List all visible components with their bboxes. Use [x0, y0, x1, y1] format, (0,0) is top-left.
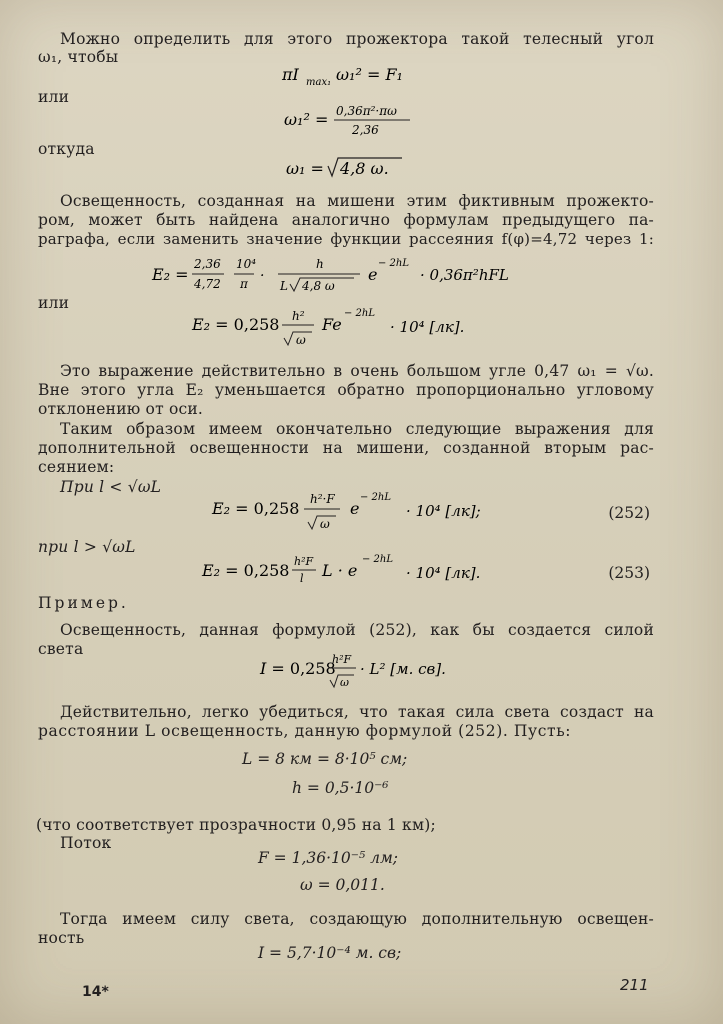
svg-text:ω: ω: [296, 333, 306, 347]
svg-text:ω₁ =: ω₁ =: [286, 159, 324, 178]
svg-text:· 10⁴ [лк].: · 10⁴ [лк].: [406, 564, 481, 582]
example-heading: Пример.: [38, 594, 129, 612]
svg-text:− 2hL: − 2hL: [362, 554, 394, 565]
svg-text:· L² [м. св].: · L² [м. св].: [360, 660, 446, 678]
svg-text:2,36: 2,36: [352, 123, 379, 137]
svg-text:πI: πI: [282, 65, 299, 84]
text-line: дополнительной освещенности на мишени, созданной вторым рас-: [38, 439, 654, 457]
svg-text:E₂ = 0,258: E₂ = 0,258: [192, 315, 280, 334]
text-line: раграфа, если заменить значение функции рассеяния f(φ)=4,72 через 1:: [38, 230, 654, 248]
equation: F = 1,36·10⁻⁵ лм;: [258, 849, 399, 867]
text-line: сеянием:: [38, 458, 115, 476]
svg-text:− 2hL: − 2hL: [344, 308, 376, 319]
signature-mark: 14*: [82, 984, 109, 1000]
text-line: ром, может быть найдена аналогично формулам предыдущего па-: [38, 211, 654, 229]
svg-text:e: e: [350, 499, 360, 518]
equation: [258, 648, 498, 696]
svg-text:ω₁² = F₁: ω₁² = F₁: [336, 65, 403, 84]
equation: ω = 0,011.: [300, 876, 385, 894]
svg-text:·: ·: [260, 268, 265, 284]
svg-text:L: L: [280, 279, 288, 293]
svg-text:0,36π²·πω: 0,36π²·πω: [336, 104, 397, 118]
svg-text:h: h: [316, 257, 324, 271]
text-line: Это выражение действительно в очень большом угле 0,47 ω₁ = √ω.: [60, 362, 654, 380]
page-number: 211: [620, 976, 649, 994]
equation: [200, 548, 520, 592]
equation-number: (252): [608, 504, 650, 522]
svg-text:e: e: [368, 265, 378, 284]
equation: [210, 484, 510, 540]
svg-text:E₂ =: E₂ =: [152, 265, 189, 284]
svg-text:h²F: h²F: [294, 555, 314, 568]
text-line: Таким образом имеем окончательно следующие выражения для: [60, 420, 654, 438]
text-line: Тогда имеем силу света, создающую дополнительную освещен-: [60, 910, 654, 928]
svg-text:10⁴: 10⁴: [236, 257, 257, 271]
svg-text:I = 0,258: I = 0,258: [260, 659, 336, 678]
equation: [280, 58, 430, 92]
svg-text:· 10⁴ [лк];: · 10⁴ [лк];: [406, 502, 481, 520]
text-line: расстоянии L освещенность, данную формулой (252). Пусть:: [38, 722, 572, 740]
text-line: ность: [38, 929, 85, 947]
svg-text:h²: h²: [292, 309, 305, 323]
svg-text:h²F: h²F: [332, 653, 352, 666]
text-line: Можно определить для этого прожектора такой телесный угол: [60, 30, 654, 48]
svg-text:π: π: [240, 277, 248, 291]
svg-text:Fe: Fe: [322, 315, 342, 334]
text-line: Поток: [60, 834, 112, 852]
svg-text:max₁: max₁: [306, 77, 332, 88]
svg-text:− 2hL: − 2hL: [360, 492, 392, 503]
equation: [282, 100, 422, 140]
svg-text:E₂ = 0,258: E₂ = 0,258: [202, 561, 290, 580]
svg-text:ω: ω: [320, 517, 330, 531]
svg-text:4,8 ω: 4,8 ω: [302, 279, 335, 293]
svg-text:ω: ω: [340, 676, 349, 689]
svg-text:4,8 ω.: 4,8 ω.: [340, 159, 389, 178]
svg-text:2,36: 2,36: [194, 257, 221, 271]
svg-text:4,72: 4,72: [194, 277, 221, 291]
svg-text:· 10⁴ [лк].: · 10⁴ [лк].: [390, 318, 465, 336]
text-line: (что соответствует прозрачности 0,95 на 1 км);: [36, 816, 436, 834]
equation-number: (253): [608, 564, 650, 582]
equation: L = 8 км = 8·10⁵ см;: [242, 750, 408, 768]
text-line: отклонению от оси.: [38, 400, 204, 418]
svg-text:L · e: L · e: [322, 561, 358, 580]
equation: I = 5,7·10⁻⁴ м. св;: [258, 944, 402, 962]
svg-text:− 2hL: − 2hL: [378, 258, 410, 269]
svg-text:· 0,36π²hFL: · 0,36π²hFL: [420, 266, 509, 284]
condition-label: при l > √ωL: [38, 538, 136, 556]
svg-text:ω₁² =: ω₁² =: [284, 110, 329, 129]
text-line: Действительно, легко убедиться, что такая сила света создаст на: [60, 703, 654, 721]
equation: [190, 302, 490, 356]
svg-text:E₂ = 0,258: E₂ = 0,258: [212, 499, 300, 518]
text-line: или: [38, 294, 70, 312]
text-line: или: [38, 88, 70, 106]
text-line: Освещенность, данная формулой (252), как бы создается силой: [60, 621, 654, 639]
svg-text:l: l: [300, 572, 304, 585]
text-line: Освещенность, созданная на мишени этим фиктивным прожекто-: [60, 192, 654, 210]
text-line: света: [38, 640, 84, 658]
equation: [284, 152, 414, 182]
text-line: откуда: [38, 140, 95, 158]
text-line: Вне этого угла E₂ уменьшается обратно пропорционально угловому: [38, 381, 654, 399]
text-line: ω₁, чтобы: [38, 48, 119, 66]
equation: [150, 250, 540, 300]
condition-label: При l < √ωL: [60, 478, 162, 496]
svg-text:h²·F: h²·F: [310, 492, 335, 506]
equation: h = 0,5·10⁻⁶: [292, 779, 389, 797]
